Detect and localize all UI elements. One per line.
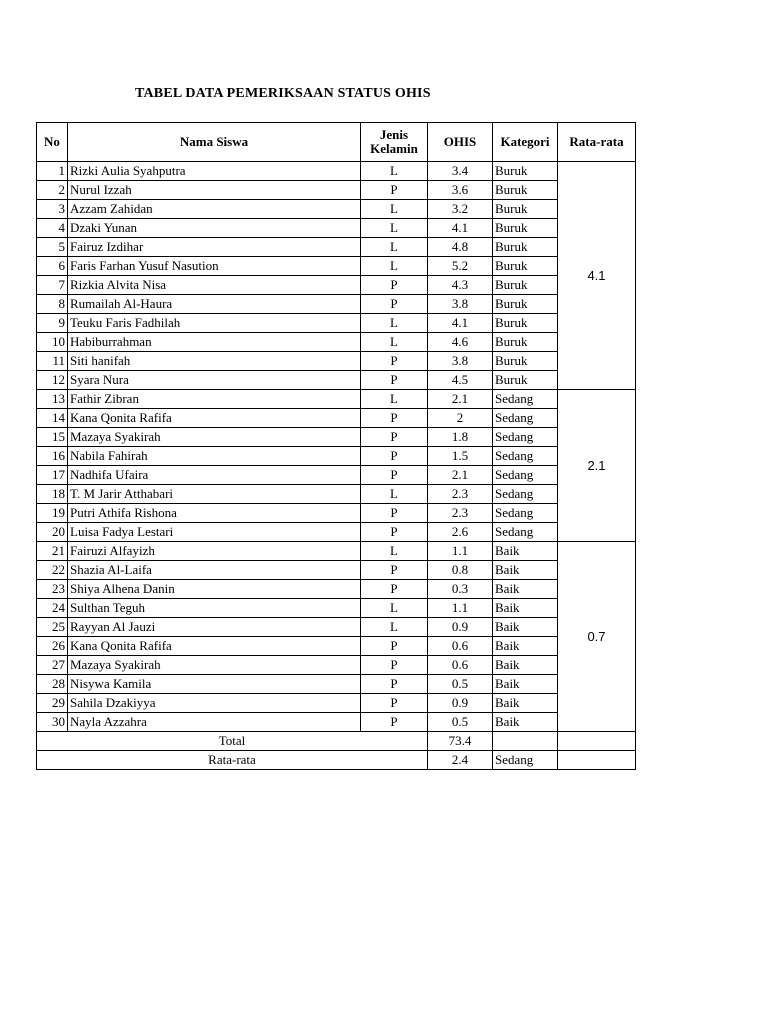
- row-gender: L: [361, 618, 428, 637]
- row-no: 2: [37, 181, 68, 200]
- row-gender: L: [361, 314, 428, 333]
- row-gender: P: [361, 580, 428, 599]
- table-row: [37, 162, 636, 181]
- row-gender: L: [361, 390, 428, 409]
- row-no: 10: [37, 333, 68, 352]
- row-ohis: 1.1: [428, 599, 493, 618]
- row-category: Buruk: [493, 257, 558, 276]
- table-row: [37, 181, 636, 200]
- row-ohis: 1.8: [428, 428, 493, 447]
- row-no: 29: [37, 694, 68, 713]
- document-title: TABEL DATA PEMERIKSAAN STATUS OHIS: [135, 86, 431, 101]
- total-average: [558, 732, 636, 751]
- table-row: [37, 219, 636, 238]
- row-no: 16: [37, 447, 68, 466]
- row-ohis: 4.3: [428, 276, 493, 295]
- row-no: 6: [37, 257, 68, 276]
- average-ohis: 2.4: [428, 751, 493, 770]
- table-row: [37, 561, 636, 580]
- row-no: 1: [37, 162, 68, 181]
- row-no: 21: [37, 542, 68, 561]
- row-gender: P: [361, 447, 428, 466]
- row-gender: L: [361, 542, 428, 561]
- row-gender: L: [361, 219, 428, 238]
- table-row: [37, 542, 636, 561]
- ohis-table: [36, 122, 636, 770]
- row-category: Baik: [493, 694, 558, 713]
- row-category: Baik: [493, 675, 558, 694]
- row-gender: P: [361, 352, 428, 371]
- row-gender: L: [361, 200, 428, 219]
- row-name: Azzam Zahidan: [68, 200, 361, 219]
- row-name: Faris Farhan Yusuf Nasution: [68, 257, 361, 276]
- row-gender: P: [361, 371, 428, 390]
- row-name: Sahila Dzakiyya: [68, 694, 361, 713]
- row-ohis: 3.4: [428, 162, 493, 181]
- row-ohis: 4.1: [428, 314, 493, 333]
- row-name: Dzaki Yunan: [68, 219, 361, 238]
- row-name: Mazaya Syakirah: [68, 656, 361, 675]
- row-name: Nurul Izzah: [68, 181, 361, 200]
- row-gender: P: [361, 276, 428, 295]
- row-name: Sulthan Teguh: [68, 599, 361, 618]
- row-category: Sedang: [493, 409, 558, 428]
- row-ohis: 4.1: [428, 219, 493, 238]
- row-gender: P: [361, 656, 428, 675]
- row-no: 9: [37, 314, 68, 333]
- row-name: Putri Athifa Rishona: [68, 504, 361, 523]
- row-no: 7: [37, 276, 68, 295]
- row-gender: P: [361, 675, 428, 694]
- row-category: Buruk: [493, 295, 558, 314]
- header-no: No: [37, 123, 68, 162]
- table-row: [37, 352, 636, 371]
- table-row: [37, 409, 636, 428]
- row-ohis: 3.8: [428, 295, 493, 314]
- table-row: [37, 618, 636, 637]
- row-no: 25: [37, 618, 68, 637]
- row-name: Habiburrahman: [68, 333, 361, 352]
- row-name: Nayla Azzahra: [68, 713, 361, 732]
- row-gender: L: [361, 238, 428, 257]
- row-category: Sedang: [493, 523, 558, 542]
- row-name: Nabila Fahirah: [68, 447, 361, 466]
- row-name: Nisywa Kamila: [68, 675, 361, 694]
- row-no: 30: [37, 713, 68, 732]
- row-name: Rumailah Al-Haura: [68, 295, 361, 314]
- table-row: [37, 295, 636, 314]
- row-category: Baik: [493, 618, 558, 637]
- table-row: [37, 200, 636, 219]
- row-no: 27: [37, 656, 68, 675]
- row-category: Baik: [493, 713, 558, 732]
- row-category: Sedang: [493, 504, 558, 523]
- row-no: 19: [37, 504, 68, 523]
- row-ohis: 5.2: [428, 257, 493, 276]
- row-name: Teuku Faris Fadhilah: [68, 314, 361, 333]
- table-row: [37, 599, 636, 618]
- row-ohis: 0.5: [428, 713, 493, 732]
- total-row: [37, 732, 636, 751]
- table-row: [37, 447, 636, 466]
- row-name: Rizkia Alvita Nisa: [68, 276, 361, 295]
- row-name: Fairuz Izdihar: [68, 238, 361, 257]
- average-row: [37, 751, 636, 770]
- row-category: Buruk: [493, 352, 558, 371]
- table-row: [37, 238, 636, 257]
- row-name: Kana Qonita Rafifa: [68, 637, 361, 656]
- table-row: [37, 333, 636, 352]
- table-row: [37, 485, 636, 504]
- header-name: Nama Siswa: [68, 123, 361, 162]
- row-no: 8: [37, 295, 68, 314]
- row-no: 15: [37, 428, 68, 447]
- row-gender: P: [361, 713, 428, 732]
- row-name: Fathir Zibran: [68, 390, 361, 409]
- table-row: [37, 694, 636, 713]
- row-name: Syara Nura: [68, 371, 361, 390]
- row-ohis: 0.6: [428, 656, 493, 675]
- row-gender: P: [361, 561, 428, 580]
- row-category: Baik: [493, 561, 558, 580]
- row-category: Buruk: [493, 371, 558, 390]
- row-ohis: 4.6: [428, 333, 493, 352]
- row-gender: L: [361, 162, 428, 181]
- row-ohis: 2.1: [428, 466, 493, 485]
- table-header-row: [37, 123, 636, 162]
- row-gender: P: [361, 409, 428, 428]
- row-no: 18: [37, 485, 68, 504]
- row-gender: P: [361, 523, 428, 542]
- row-ohis: 3.6: [428, 181, 493, 200]
- group-average: 4.1: [558, 162, 636, 390]
- row-category: Buruk: [493, 162, 558, 181]
- header-gender: [361, 123, 428, 162]
- table-row: [37, 656, 636, 675]
- table-row: [37, 523, 636, 542]
- row-ohis: 1.5: [428, 447, 493, 466]
- average-category: Sedang: [493, 751, 558, 770]
- header-gender-line2: Kelamin: [370, 141, 418, 156]
- row-ohis: 2.1: [428, 390, 493, 409]
- row-no: 23: [37, 580, 68, 599]
- row-gender: P: [361, 428, 428, 447]
- row-gender: L: [361, 485, 428, 504]
- row-no: 28: [37, 675, 68, 694]
- average-label: Rata-rata: [37, 751, 428, 770]
- row-gender: P: [361, 466, 428, 485]
- row-ohis: 2.3: [428, 485, 493, 504]
- row-gender: P: [361, 504, 428, 523]
- row-gender: L: [361, 333, 428, 352]
- header-category: Kategori: [493, 123, 558, 162]
- row-category: Baik: [493, 599, 558, 618]
- row-category: Buruk: [493, 276, 558, 295]
- row-category: Buruk: [493, 219, 558, 238]
- table-row: [37, 390, 636, 409]
- table-row: [37, 713, 636, 732]
- row-no: 20: [37, 523, 68, 542]
- row-ohis: 0.9: [428, 694, 493, 713]
- row-name: Rayyan Al Jauzi: [68, 618, 361, 637]
- row-name: Rizki Aulia Syahputra: [68, 162, 361, 181]
- row-no: 4: [37, 219, 68, 238]
- row-name: Shazia Al-Laifa: [68, 561, 361, 580]
- total-category: [493, 732, 558, 751]
- total-label: Total: [37, 732, 428, 751]
- row-ohis: 4.8: [428, 238, 493, 257]
- row-no: 12: [37, 371, 68, 390]
- row-category: Baik: [493, 580, 558, 599]
- row-no: 14: [37, 409, 68, 428]
- table-row: [37, 504, 636, 523]
- total-ohis: 73.4: [428, 732, 493, 751]
- row-category: Buruk: [493, 314, 558, 333]
- table-row: [37, 371, 636, 390]
- row-category: Baik: [493, 637, 558, 656]
- row-category: Sedang: [493, 447, 558, 466]
- row-category: Baik: [493, 542, 558, 561]
- row-no: 13: [37, 390, 68, 409]
- row-name: Nadhifa Ufaira: [68, 466, 361, 485]
- row-ohis: 0.8: [428, 561, 493, 580]
- group-average: 0.7: [558, 542, 636, 732]
- row-gender: L: [361, 599, 428, 618]
- table-row: [37, 257, 636, 276]
- row-ohis: 0.9: [428, 618, 493, 637]
- row-category: Buruk: [493, 238, 558, 257]
- row-no: 11: [37, 352, 68, 371]
- header-average: Rata-rata: [558, 123, 636, 162]
- table-row: [37, 466, 636, 485]
- row-ohis: 1.1: [428, 542, 493, 561]
- row-category: Baik: [493, 656, 558, 675]
- row-ohis: 4.5: [428, 371, 493, 390]
- row-category: Buruk: [493, 333, 558, 352]
- row-no: 3: [37, 200, 68, 219]
- row-name: Shiya Alhena Danin: [68, 580, 361, 599]
- group-average: 2.1: [558, 390, 636, 542]
- header-gender-line1: Jenis: [379, 127, 409, 142]
- row-name: Mazaya Syakirah: [68, 428, 361, 447]
- row-category: Sedang: [493, 466, 558, 485]
- row-ohis: 0.5: [428, 675, 493, 694]
- row-ohis: 2.3: [428, 504, 493, 523]
- row-gender: L: [361, 257, 428, 276]
- row-name: T. M Jarir Atthabari: [68, 485, 361, 504]
- row-no: 26: [37, 637, 68, 656]
- average-average: [558, 751, 636, 770]
- row-category: Buruk: [493, 181, 558, 200]
- row-gender: P: [361, 181, 428, 200]
- row-no: 22: [37, 561, 68, 580]
- row-category: Sedang: [493, 485, 558, 504]
- row-name: Fairuzi Alfayizh: [68, 542, 361, 561]
- header-ohis: OHIS: [428, 123, 493, 162]
- row-name: Luisa Fadya Lestari: [68, 523, 361, 542]
- row-ohis: 0.3: [428, 580, 493, 599]
- row-ohis: 3.2: [428, 200, 493, 219]
- row-category: Sedang: [493, 390, 558, 409]
- table-body: [37, 162, 636, 732]
- row-name: Siti hanifah: [68, 352, 361, 371]
- table-row: [37, 675, 636, 694]
- row-gender: P: [361, 694, 428, 713]
- row-ohis: 2: [428, 409, 493, 428]
- row-ohis: 2.6: [428, 523, 493, 542]
- row-gender: P: [361, 637, 428, 656]
- row-ohis: 3.8: [428, 352, 493, 371]
- row-category: Sedang: [493, 428, 558, 447]
- row-category: Buruk: [493, 200, 558, 219]
- table-row: [37, 314, 636, 333]
- row-no: 5: [37, 238, 68, 257]
- row-no: 17: [37, 466, 68, 485]
- table-row: [37, 276, 636, 295]
- row-name: Kana Qonita Rafifa: [68, 409, 361, 428]
- table-row: [37, 580, 636, 599]
- row-gender: P: [361, 295, 428, 314]
- table-row: [37, 428, 636, 447]
- table-row: [37, 637, 636, 656]
- row-no: 24: [37, 599, 68, 618]
- row-ohis: 0.6: [428, 637, 493, 656]
